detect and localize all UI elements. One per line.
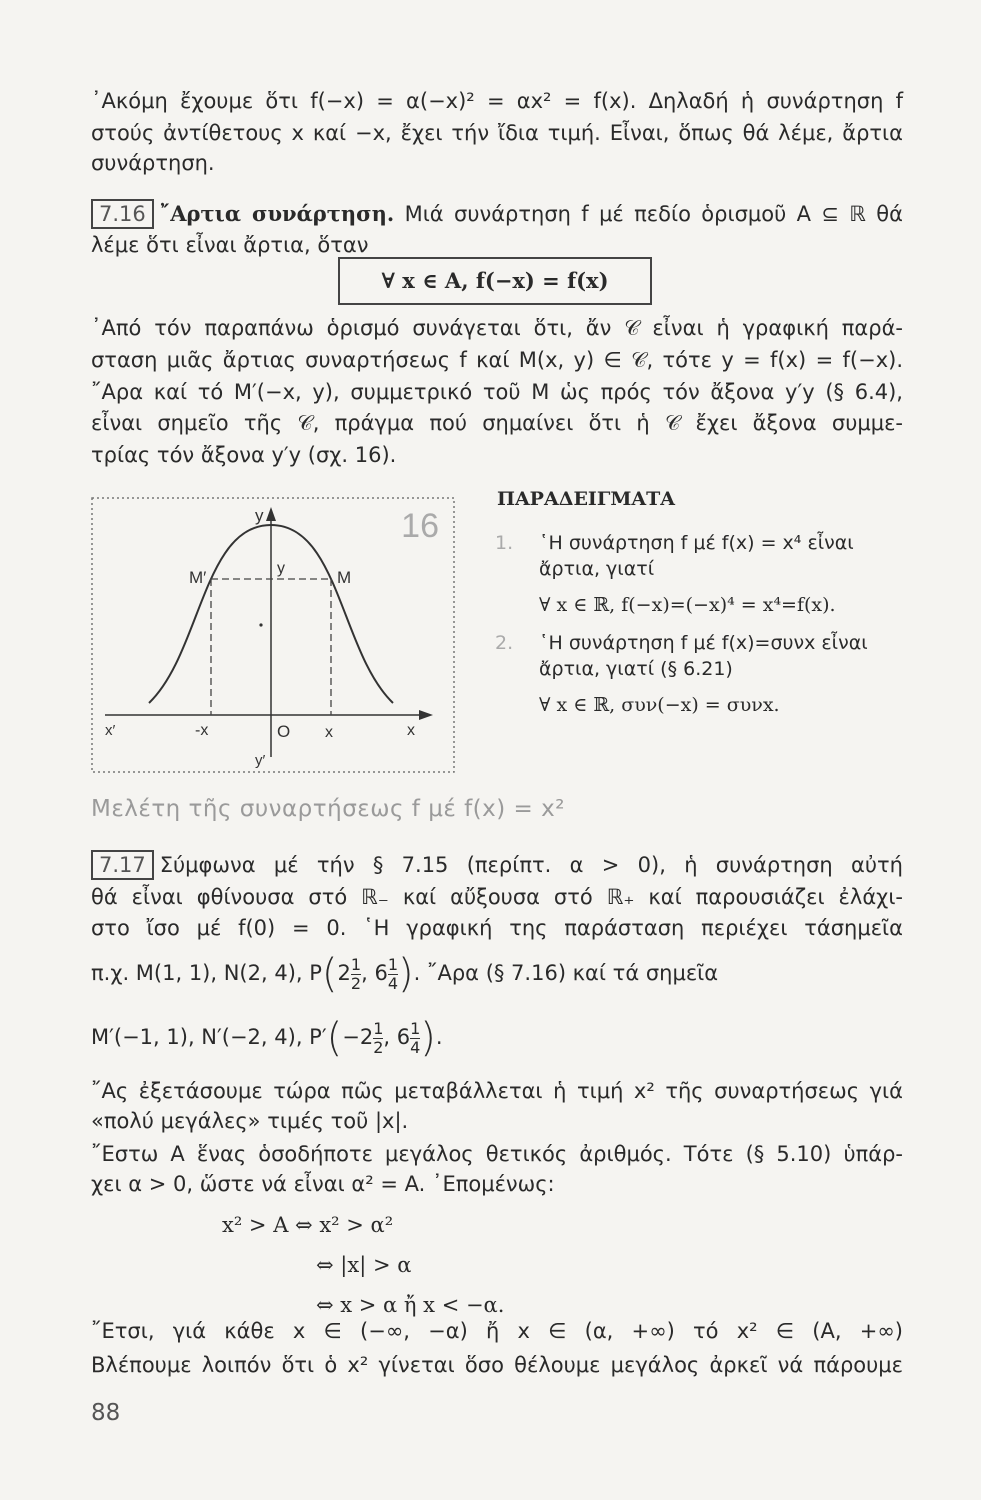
equivalence-line: ⇔ x > α ἤ x < −α. xyxy=(316,1293,505,1317)
para-716-line-5: τρίας τόν ἄξονα y′y (σχ. 16). xyxy=(91,443,397,467)
label-neg-x: -x xyxy=(195,722,209,739)
intro-line-3: συνάρτηση. xyxy=(91,151,215,175)
section-number-717: 7.17 xyxy=(91,850,154,880)
label-point-M-prime: M′ xyxy=(189,568,207,587)
example-line: ῾Η συνάρτηση f μέ f(x) = x⁴ εἶναι xyxy=(539,532,854,554)
p-end-line-2: Βλέπουμε λοιπόν ὅτι ὁ x² γίνεται ὅσο θέλουμε μεγάλος ἀρκεῖ νά πάρουμε xyxy=(91,1353,903,1377)
def-716-title: ῎Αρτια συνάρτηση. xyxy=(159,201,395,226)
example-number: 1. xyxy=(495,532,514,554)
fraction-numerator: 1 xyxy=(350,954,362,974)
example-formula: ∀ x ∈ ℝ, συν(−x) = συνx. xyxy=(539,694,780,716)
para-716-line-3: ῎Αρα καί τό M′(−x, y), συμμετρικό τοῦ M ὡς πρός τόν ἄξονα y′y (§ 6.4), xyxy=(91,380,903,404)
para-716-line-1: ᾿Από τόν παραπάνω ὁρισμό συνάγεται ὅτι, ἄν 𝒞 εἶναι ἡ γραφική παρά- xyxy=(91,316,903,340)
label-point-M: M xyxy=(337,568,352,587)
fraction-denominator: 2 xyxy=(373,1037,384,1057)
p-A-line-1: ῎Εστω A ἕνας ὁσοδήποτε μεγάλος θετικός ἀριθμός. Τότε (§ 5.10) ὑπάρ- xyxy=(91,1142,903,1166)
fraction-whole: −2 xyxy=(342,1025,374,1049)
definition-formula-box: ∀ x ∈ A, f(−x) = f(x) xyxy=(338,257,652,305)
example-item xyxy=(497,530,907,618)
fraction xyxy=(373,1020,383,1057)
equivalence-chain xyxy=(222,1205,722,1325)
fraction-numerator: 1 xyxy=(387,954,399,974)
p-large-line-2: «πολύ μεγάλες» τιμές τοῦ |x|. xyxy=(91,1109,409,1133)
label-y-axis: y xyxy=(255,506,264,525)
symmetric-points-list: M′(−1, 1), N′(−2, 4), P′ xyxy=(91,1025,327,1049)
fraction-whole: 2 xyxy=(337,961,351,985)
equivalence-line: x² > A ⇔ x² > α² xyxy=(222,1213,394,1237)
close-paren-icon: ) xyxy=(420,1015,436,1061)
figure-frame xyxy=(92,498,454,772)
def-716-line-1 xyxy=(91,199,903,229)
label-x-axis: x xyxy=(407,722,415,739)
label-pos-x: x xyxy=(325,724,333,741)
para-716-line-4: εἶναι σημεῖο τῆς 𝒞, πράγμα πού σημαίνει ὅτι ἡ 𝒞 ἔχει ἄξονα συμμε- xyxy=(91,411,903,435)
section-number-716: 7.16 xyxy=(91,199,154,229)
points-list: π.χ. M(1, 1), N(2, 4), P xyxy=(91,961,322,985)
sentence-end: . xyxy=(435,1025,443,1049)
para-716-line-2: σταση μιᾶς ἄρτιας συναρτήσεως f καί M(x, y) ∈ 𝒞, τότε y = f(x) = f(−x). xyxy=(91,348,903,372)
x-axis-arrow-icon xyxy=(419,710,433,720)
close-paren-icon: ) xyxy=(398,951,414,997)
fraction xyxy=(351,956,361,993)
example-line: ἄρτια, γιατί xyxy=(539,558,655,580)
open-paren-icon: ( xyxy=(326,1015,343,1061)
fraction-whole: 6 xyxy=(396,1025,411,1049)
examples-heading: ΠΑΡΑΔΕΙΓΜΑΤΑ xyxy=(497,488,675,510)
fraction-denominator: 4 xyxy=(387,973,399,993)
example-formula: ∀ x ∈ ℝ, f(−x)=(−x)⁴ = x⁴=f(x). xyxy=(539,594,836,616)
label-origin: O xyxy=(277,722,291,741)
intro-line-2: στούς ἀντίθετους x καί −x, ἔχει τήν ἴδια τιμή. Εἶναι, ὅπως θά λέμε, ἄρτια xyxy=(91,121,903,145)
fraction xyxy=(410,1020,420,1057)
p-717-line-1-text: Σύμφωνα μέ τήν § 7.15 (περίπτ. α > 0), ἡ συνάρτηση αὐτή xyxy=(159,853,903,877)
figure-number: 16 xyxy=(401,507,439,545)
fraction-numerator: 1 xyxy=(410,1018,421,1038)
p-717-line-4: π.χ. M(1, 1), N(2, 4), P(2 $\frac{1}{2}$ , 6 $\frac{1}{4}$ ). ῎Αρα (§ 7.16) καί τά σημεῖα xyxy=(91,951,719,997)
p-717-line-3: στο ἴσο μέ f(0) = 0. ῾Η γραφική της παράσταση περιέχει τάσημεῖα xyxy=(91,916,903,940)
p-large-line-1: ῎Ας ἐξετάσουμε τώρα πῶς μεταβάλλεται ἡ τιμή x² τῆς συναρτήσεως γιά xyxy=(91,1079,903,1103)
example-item xyxy=(497,630,907,718)
p-A-line-2: χει α > 0, ὥστε νά εἶναι α² = A. ᾿Επομένως: xyxy=(91,1172,555,1196)
fraction xyxy=(388,956,398,993)
figure-16 xyxy=(91,497,455,773)
fraction-whole: 6 xyxy=(374,961,388,985)
y-axis-arrow-icon xyxy=(266,507,276,521)
def-716-line-1-text: Μιά συνάρτηση f μέ πεδίο ὁρισμοῦ A ⊆ ℝ θά xyxy=(404,202,903,226)
section-title: Μελέτη τῆς συναρτήσεως f μέ f(x) = x² xyxy=(91,796,565,822)
example-line: ἄρτια, γιατί (§ 6.21) xyxy=(539,658,733,680)
p-717-line-1 xyxy=(91,850,903,880)
stray-dot xyxy=(259,623,262,626)
label-y-value: y xyxy=(277,560,285,577)
fraction-denominator: 2 xyxy=(350,973,362,993)
label-y-prime: y′ xyxy=(255,752,266,769)
equivalence-line: ⇔ |x| > α xyxy=(316,1253,412,1277)
examples-block xyxy=(497,488,907,724)
p-end-line-1: ῎Ετσι, γιά κάθε x ∈ (−∞, −α) ἤ x ∈ (α, +∞) τό x² ∈ (A, +∞) xyxy=(91,1319,903,1343)
p-717-line-5: M′(−1, 1), N′(−2, 4), P′(−2 $\frac{1}{2}$ , 6 $\frac{1}{4}$ ). xyxy=(91,1015,443,1061)
points-list-end: . ῎Αρα (§ 7.16) καί τά σημεῖα xyxy=(413,961,719,985)
p-717-line-2: θά εἶναι φθίνουσα στό ℝ₋ καί αὔξουσα στό ℝ₊ καί παρουσιάζει ἐλάχι- xyxy=(91,885,903,909)
label-x-prime: x′ xyxy=(105,722,116,739)
page-number: 88 xyxy=(91,1400,121,1426)
example-number: 2. xyxy=(495,632,514,654)
fraction-numerator: 1 xyxy=(373,1018,384,1038)
intro-line-1: ᾿Ακόμη ἔχουμε ὅτι f(−x) = α(−x)² = αx² = f(x). Δηλαδή ἡ συνάρτηση f xyxy=(91,89,903,113)
open-paren-icon: ( xyxy=(321,951,338,997)
fraction-denominator: 4 xyxy=(410,1037,421,1057)
example-line: ῾Η συνάρτηση f μέ f(x)=συνx εἶναι xyxy=(539,632,868,654)
def-716-line-2: λέμε ὅτι εἶναι ἄρτια, ὅταν xyxy=(91,233,369,257)
